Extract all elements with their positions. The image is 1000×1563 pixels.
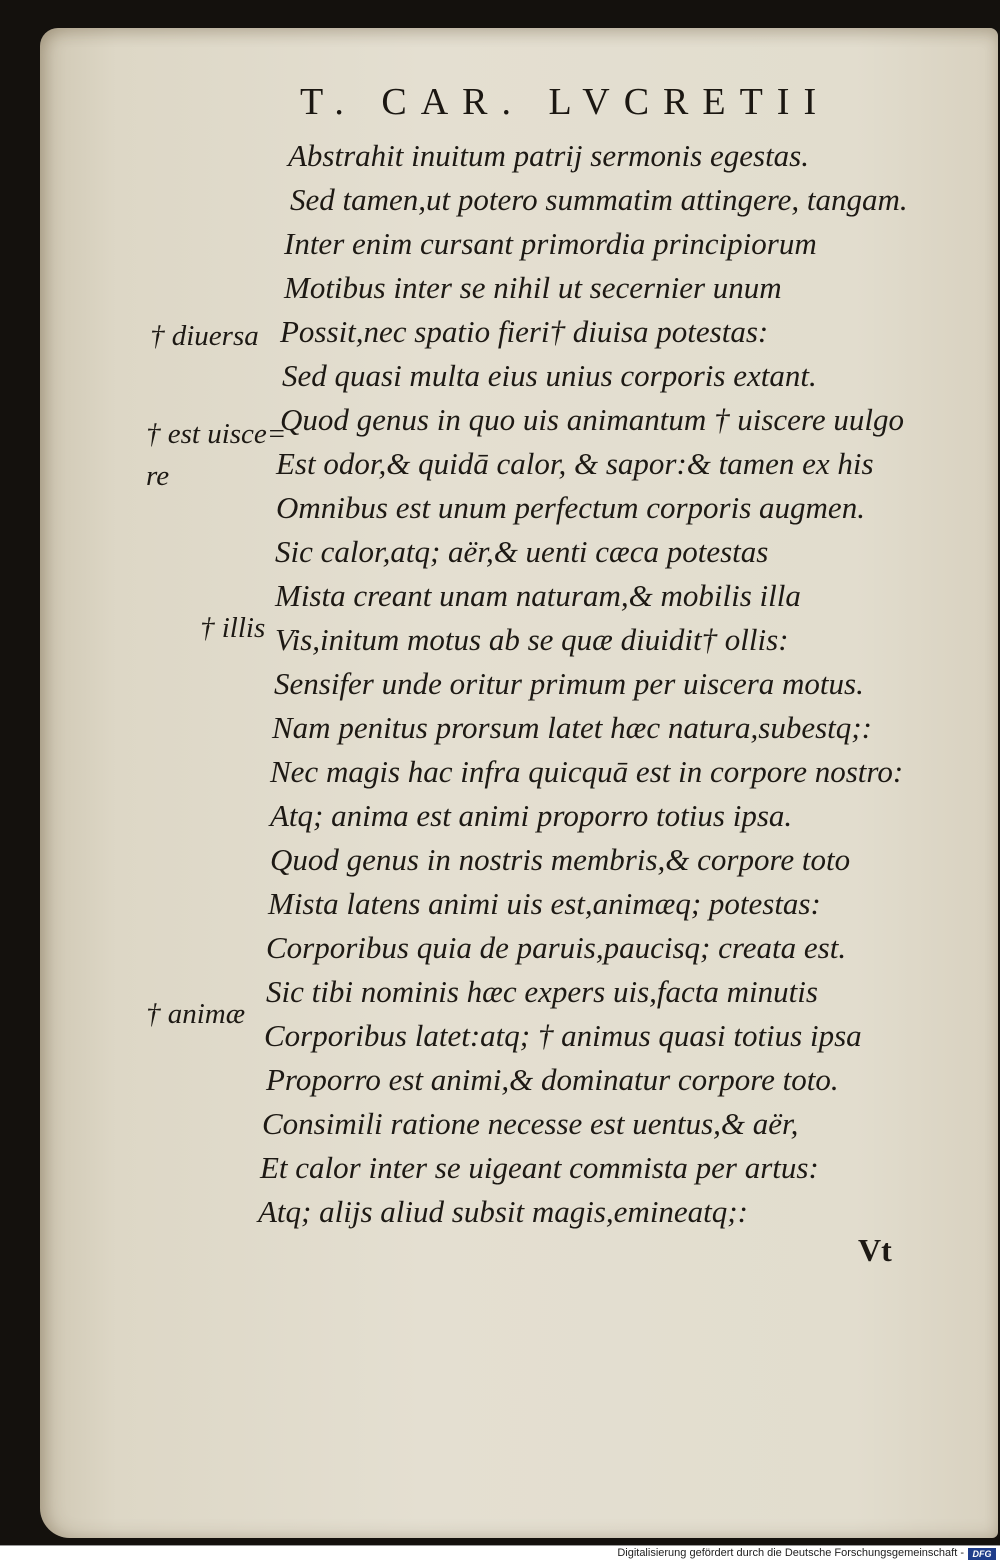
- verse-line: Sic tibi nominis hæc expers uis,facta minutis: [266, 974, 818, 1009]
- verse-line: Quod genus in nostris membris,& corpore toto: [270, 842, 851, 877]
- catchword: Vt: [858, 1232, 892, 1268]
- marginal-note: † est uisce=: [146, 418, 287, 450]
- marginal-note: re: [146, 460, 170, 492]
- marginal-note: † diuersa: [150, 320, 259, 352]
- footer-bar: [0, 1545, 1000, 1563]
- verse-line: Atq; alijs aliud subsit magis,emineatq;:: [258, 1194, 748, 1229]
- verse-line: Sed tamen,ut potero summatim attingere, tangam.: [290, 182, 908, 217]
- verse-line: Vis,initum motus ab se quæ diuidit† ollis:: [275, 622, 789, 657]
- verse-line: Atq; anima est animi proporro totius ipsa.: [270, 798, 793, 833]
- verse-line: Consimili ratione necesse est uentus,& aër,: [262, 1106, 799, 1141]
- verse-line: Sensifer unde oritur primum per uiscera motus.: [274, 666, 864, 701]
- verse-line: Omnibus est unum perfectum corporis augmen.: [276, 490, 865, 525]
- verse-line: Corporibus latet:atq; † animus quasi totius ipsa: [264, 1018, 862, 1053]
- verse-line: Possit,nec spatio fieri† diuisa potestas:: [280, 314, 769, 349]
- verse-line: Proporro est animi,& dominatur corpore toto.: [266, 1062, 839, 1097]
- verse-line: Mista latens animi uis est,animæq; potestas:: [268, 886, 821, 921]
- verse-line: Et calor inter se uigeant commista per artus:: [260, 1150, 819, 1185]
- marginal-note: † animæ: [146, 998, 246, 1030]
- verse-line: Sic calor,atq; aër,& uenti cæca potestas: [275, 534, 769, 569]
- verse-line: Mista creant unam naturam,& mobilis illa: [275, 578, 801, 613]
- verse-line: Inter enim cursant primordia principiorum: [284, 226, 817, 261]
- footer-credit: Digitalisierung gefördert durch die Deutsche Forschungsgemeinschaft -: [617, 1547, 964, 1559]
- verse-line: Nec magis hac infra quicquā est in corpore nostro:: [270, 754, 904, 789]
- verse-line: Nam penitus prorsum latet hæc natura,subestq;:: [272, 710, 872, 745]
- verse-line: Est odor,& quidā calor, & sapor:& tamen ex his: [276, 446, 874, 481]
- running-title: T. CAR. LVCRETII: [300, 81, 831, 123]
- verse-line: Corporibus quia de paruis,paucisq; creata est.: [266, 930, 847, 965]
- verse-line: Motibus inter se nihil ut secernier unum: [284, 270, 782, 305]
- marginal-note: † illis: [200, 612, 266, 644]
- dfg-logo-icon: DFG: [968, 1548, 996, 1560]
- verse-line: Abstrahit inuitum patrij sermonis egestas.: [288, 138, 809, 173]
- verse-line: Quod genus in quo uis animantum † uiscere uulgo: [280, 402, 904, 437]
- verse-line: Sed quasi multa eius unius corporis extant.: [282, 358, 817, 393]
